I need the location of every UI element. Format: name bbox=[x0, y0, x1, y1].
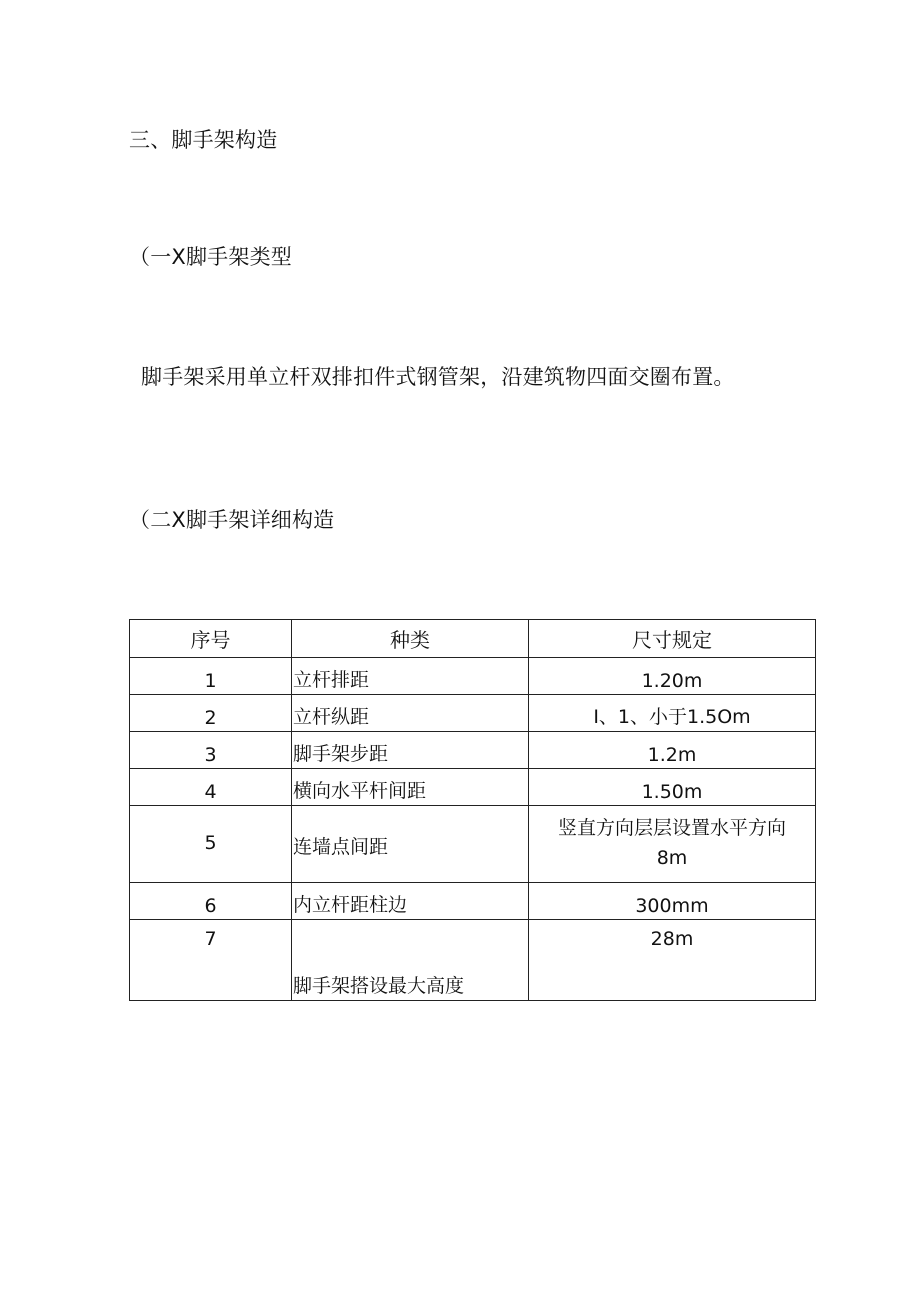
column-header-kind: 种类 bbox=[292, 620, 529, 658]
table-row bbox=[130, 920, 816, 1001]
row-size: 1.20m bbox=[529, 658, 816, 695]
row-kind: 内立杆距柱边 bbox=[292, 883, 529, 920]
row-number: 1 bbox=[130, 658, 292, 695]
row-number: 3 bbox=[130, 732, 292, 769]
scaffold-spec-table bbox=[129, 619, 816, 1001]
table-row bbox=[130, 658, 816, 695]
row-size-line: 8m bbox=[656, 847, 688, 869]
scaffold-type-paragraph: 脚手架采用单立杆双排扣件式钢管架，沿建筑物四面交圈布置。 bbox=[141, 365, 735, 389]
row-number: 7 bbox=[130, 920, 292, 1001]
table-row bbox=[130, 732, 816, 769]
table-row bbox=[130, 883, 816, 920]
row-number: 5 bbox=[130, 806, 292, 883]
table-row bbox=[130, 769, 816, 806]
row-size: 28m bbox=[529, 920, 816, 1001]
column-header-size: 尺寸规定 bbox=[529, 620, 816, 658]
row-number: 4 bbox=[130, 769, 292, 806]
section-heading: 三、脚手架构造 bbox=[129, 128, 278, 152]
row-size: 1.50m bbox=[529, 769, 816, 806]
subsection-title-type: （一X脚手架类型 bbox=[129, 245, 292, 269]
subsection-title-detail: （二X脚手架详细构造 bbox=[129, 508, 335, 532]
row-kind: 脚手架步距 bbox=[292, 732, 529, 769]
row-size bbox=[529, 806, 816, 883]
row-kind: 横向水平杆间距 bbox=[292, 769, 529, 806]
row-number: 6 bbox=[130, 883, 292, 920]
row-kind: 脚手架搭设最大高度 bbox=[292, 920, 529, 1001]
row-kind: 立杆排距 bbox=[292, 658, 529, 695]
table-row bbox=[130, 695, 816, 732]
row-size: 300mm bbox=[529, 883, 816, 920]
row-size: 1.2m bbox=[529, 732, 816, 769]
row-kind: 立杆纵距 bbox=[292, 695, 529, 732]
row-kind: 连墙点间距 bbox=[292, 806, 529, 883]
table-header-row bbox=[130, 620, 816, 658]
table-row bbox=[130, 806, 816, 883]
row-number: 2 bbox=[130, 695, 292, 732]
row-size: I、1、小于1.5Om bbox=[529, 695, 816, 732]
row-size-line: 竖直方向层层设置水平方向 bbox=[557, 817, 786, 839]
column-header-number: 序号 bbox=[130, 620, 292, 658]
